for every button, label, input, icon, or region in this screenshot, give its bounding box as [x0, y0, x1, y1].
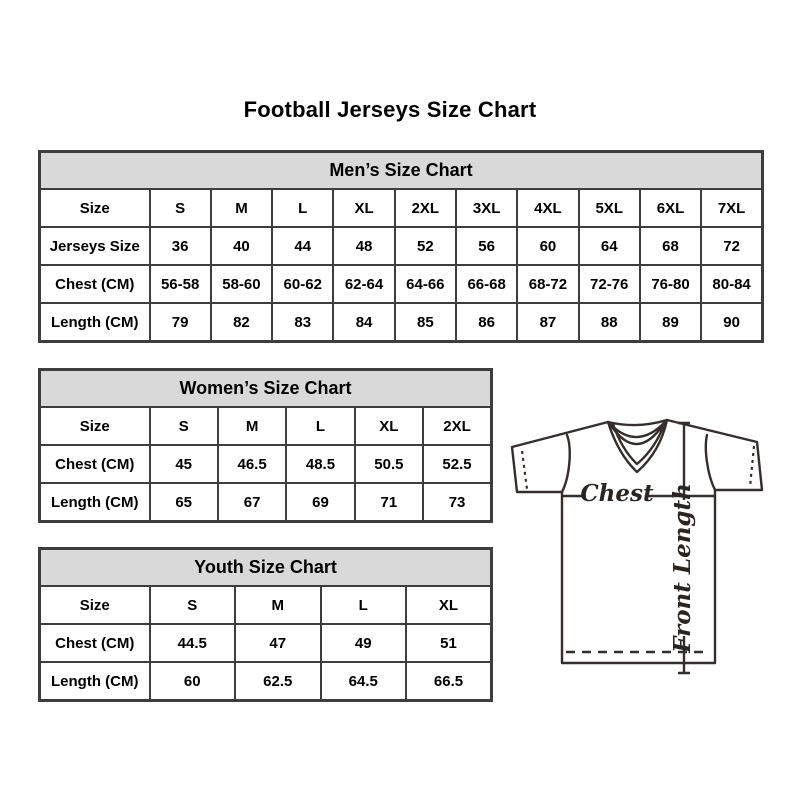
mens-size-table [38, 150, 764, 343]
value-cell: S [150, 407, 218, 445]
value-cell: 68-72 [517, 265, 578, 303]
table-header-row [40, 549, 492, 587]
table-row [40, 662, 492, 701]
table-row [40, 445, 492, 483]
table-row [40, 483, 492, 522]
value-cell: 79 [150, 303, 211, 342]
value-cell: 49 [321, 624, 407, 662]
value-cell: 84 [333, 303, 394, 342]
value-cell: 85 [395, 303, 456, 342]
value-cell: 5XL [579, 189, 640, 227]
value-cell: 36 [150, 227, 211, 265]
chest-label: Chest [580, 480, 654, 507]
value-cell: 60 [150, 662, 236, 701]
value-cell: 4XL [517, 189, 578, 227]
womens-size-table [38, 368, 493, 523]
value-cell: 66.5 [406, 662, 492, 701]
row-label-cell: Size [40, 189, 150, 227]
row-label-cell: Chest (CM) [40, 624, 150, 662]
table-header-row [40, 370, 492, 408]
value-cell: 67 [218, 483, 286, 522]
value-cell: 48.5 [286, 445, 354, 483]
value-cell: M [211, 189, 272, 227]
value-cell: 48 [333, 227, 394, 265]
jersey-measurement-diagram [498, 396, 778, 688]
value-cell: L [272, 189, 333, 227]
value-cell: S [150, 586, 236, 624]
value-cell: S [150, 189, 211, 227]
table-row [40, 624, 492, 662]
value-cell: 64.5 [321, 662, 407, 701]
row-label-cell: Jerseys Size [40, 227, 150, 265]
page-title: Football Jerseys Size Chart [243, 97, 537, 122]
value-cell: 80-84 [701, 265, 762, 303]
value-cell: 62-64 [333, 265, 394, 303]
value-cell: 64 [579, 227, 640, 265]
front-length-label: Front Length [669, 483, 696, 653]
value-cell: 62.5 [235, 662, 321, 701]
table-header-row [40, 152, 763, 190]
value-cell: XL [355, 407, 423, 445]
value-cell: M [218, 407, 286, 445]
value-cell: L [286, 407, 354, 445]
value-cell: XL [406, 586, 492, 624]
value-cell: 44 [272, 227, 333, 265]
value-cell: 47 [235, 624, 321, 662]
row-label-cell: Size [40, 407, 150, 445]
value-cell: 73 [423, 483, 491, 522]
value-cell: 90 [701, 303, 762, 342]
table-row [40, 265, 763, 303]
value-cell: 60-62 [272, 265, 333, 303]
value-cell: M [235, 586, 321, 624]
jersey-diagram-svg [498, 396, 778, 688]
jersey-collar [608, 420, 667, 472]
jersey-body-outline [512, 420, 762, 663]
value-cell: 64-66 [395, 265, 456, 303]
value-cell: 68 [640, 227, 701, 265]
value-cell: 86 [456, 303, 517, 342]
row-label-cell: Chest (CM) [40, 265, 150, 303]
value-cell: 76-80 [640, 265, 701, 303]
value-cell: L [321, 586, 407, 624]
youth-size-table [38, 547, 493, 702]
value-cell: 72 [701, 227, 762, 265]
value-cell: 88 [579, 303, 640, 342]
value-cell: 69 [286, 483, 354, 522]
value-cell: 82 [211, 303, 272, 342]
value-cell: 40 [211, 227, 272, 265]
row-label-cell: Length (CM) [40, 662, 150, 701]
cuff-dashed-seam-right [750, 446, 754, 487]
value-cell: 45 [150, 445, 218, 483]
row-label-cell: Length (CM) [40, 303, 150, 342]
value-cell: 71 [355, 483, 423, 522]
value-cell: 65 [150, 483, 218, 522]
value-cell: 66-68 [456, 265, 517, 303]
value-cell: 6XL [640, 189, 701, 227]
table-row [40, 586, 492, 624]
value-cell: 44.5 [150, 624, 236, 662]
value-cell: 87 [517, 303, 578, 342]
cuff-dashed-seam-left [522, 451, 527, 489]
value-cell: 60 [517, 227, 578, 265]
value-cell: 83 [272, 303, 333, 342]
value-cell: 3XL [456, 189, 517, 227]
value-cell: 7XL [701, 189, 762, 227]
value-cell: 51 [406, 624, 492, 662]
row-label-cell: Length (CM) [40, 483, 150, 522]
value-cell: XL [333, 189, 394, 227]
value-cell: 58-60 [211, 265, 272, 303]
mens-table-title: Men’s Size Chart [40, 152, 763, 190]
value-cell: 2XL [395, 189, 456, 227]
value-cell: 56 [456, 227, 517, 265]
youth-table-title: Youth Size Chart [40, 549, 492, 587]
value-cell: 89 [640, 303, 701, 342]
value-cell: 52.5 [423, 445, 491, 483]
row-label-cell: Size [40, 586, 150, 624]
value-cell: 50.5 [355, 445, 423, 483]
table-row [40, 227, 763, 265]
table-row [40, 303, 763, 342]
value-cell: 72-76 [579, 265, 640, 303]
value-cell: 56-58 [150, 265, 211, 303]
value-cell: 46.5 [218, 445, 286, 483]
table-row [40, 407, 492, 445]
row-label-cell: Chest (CM) [40, 445, 150, 483]
value-cell: 2XL [423, 407, 491, 445]
womens-table-title: Women’s Size Chart [40, 370, 492, 408]
value-cell: 52 [395, 227, 456, 265]
table-row [40, 189, 763, 227]
